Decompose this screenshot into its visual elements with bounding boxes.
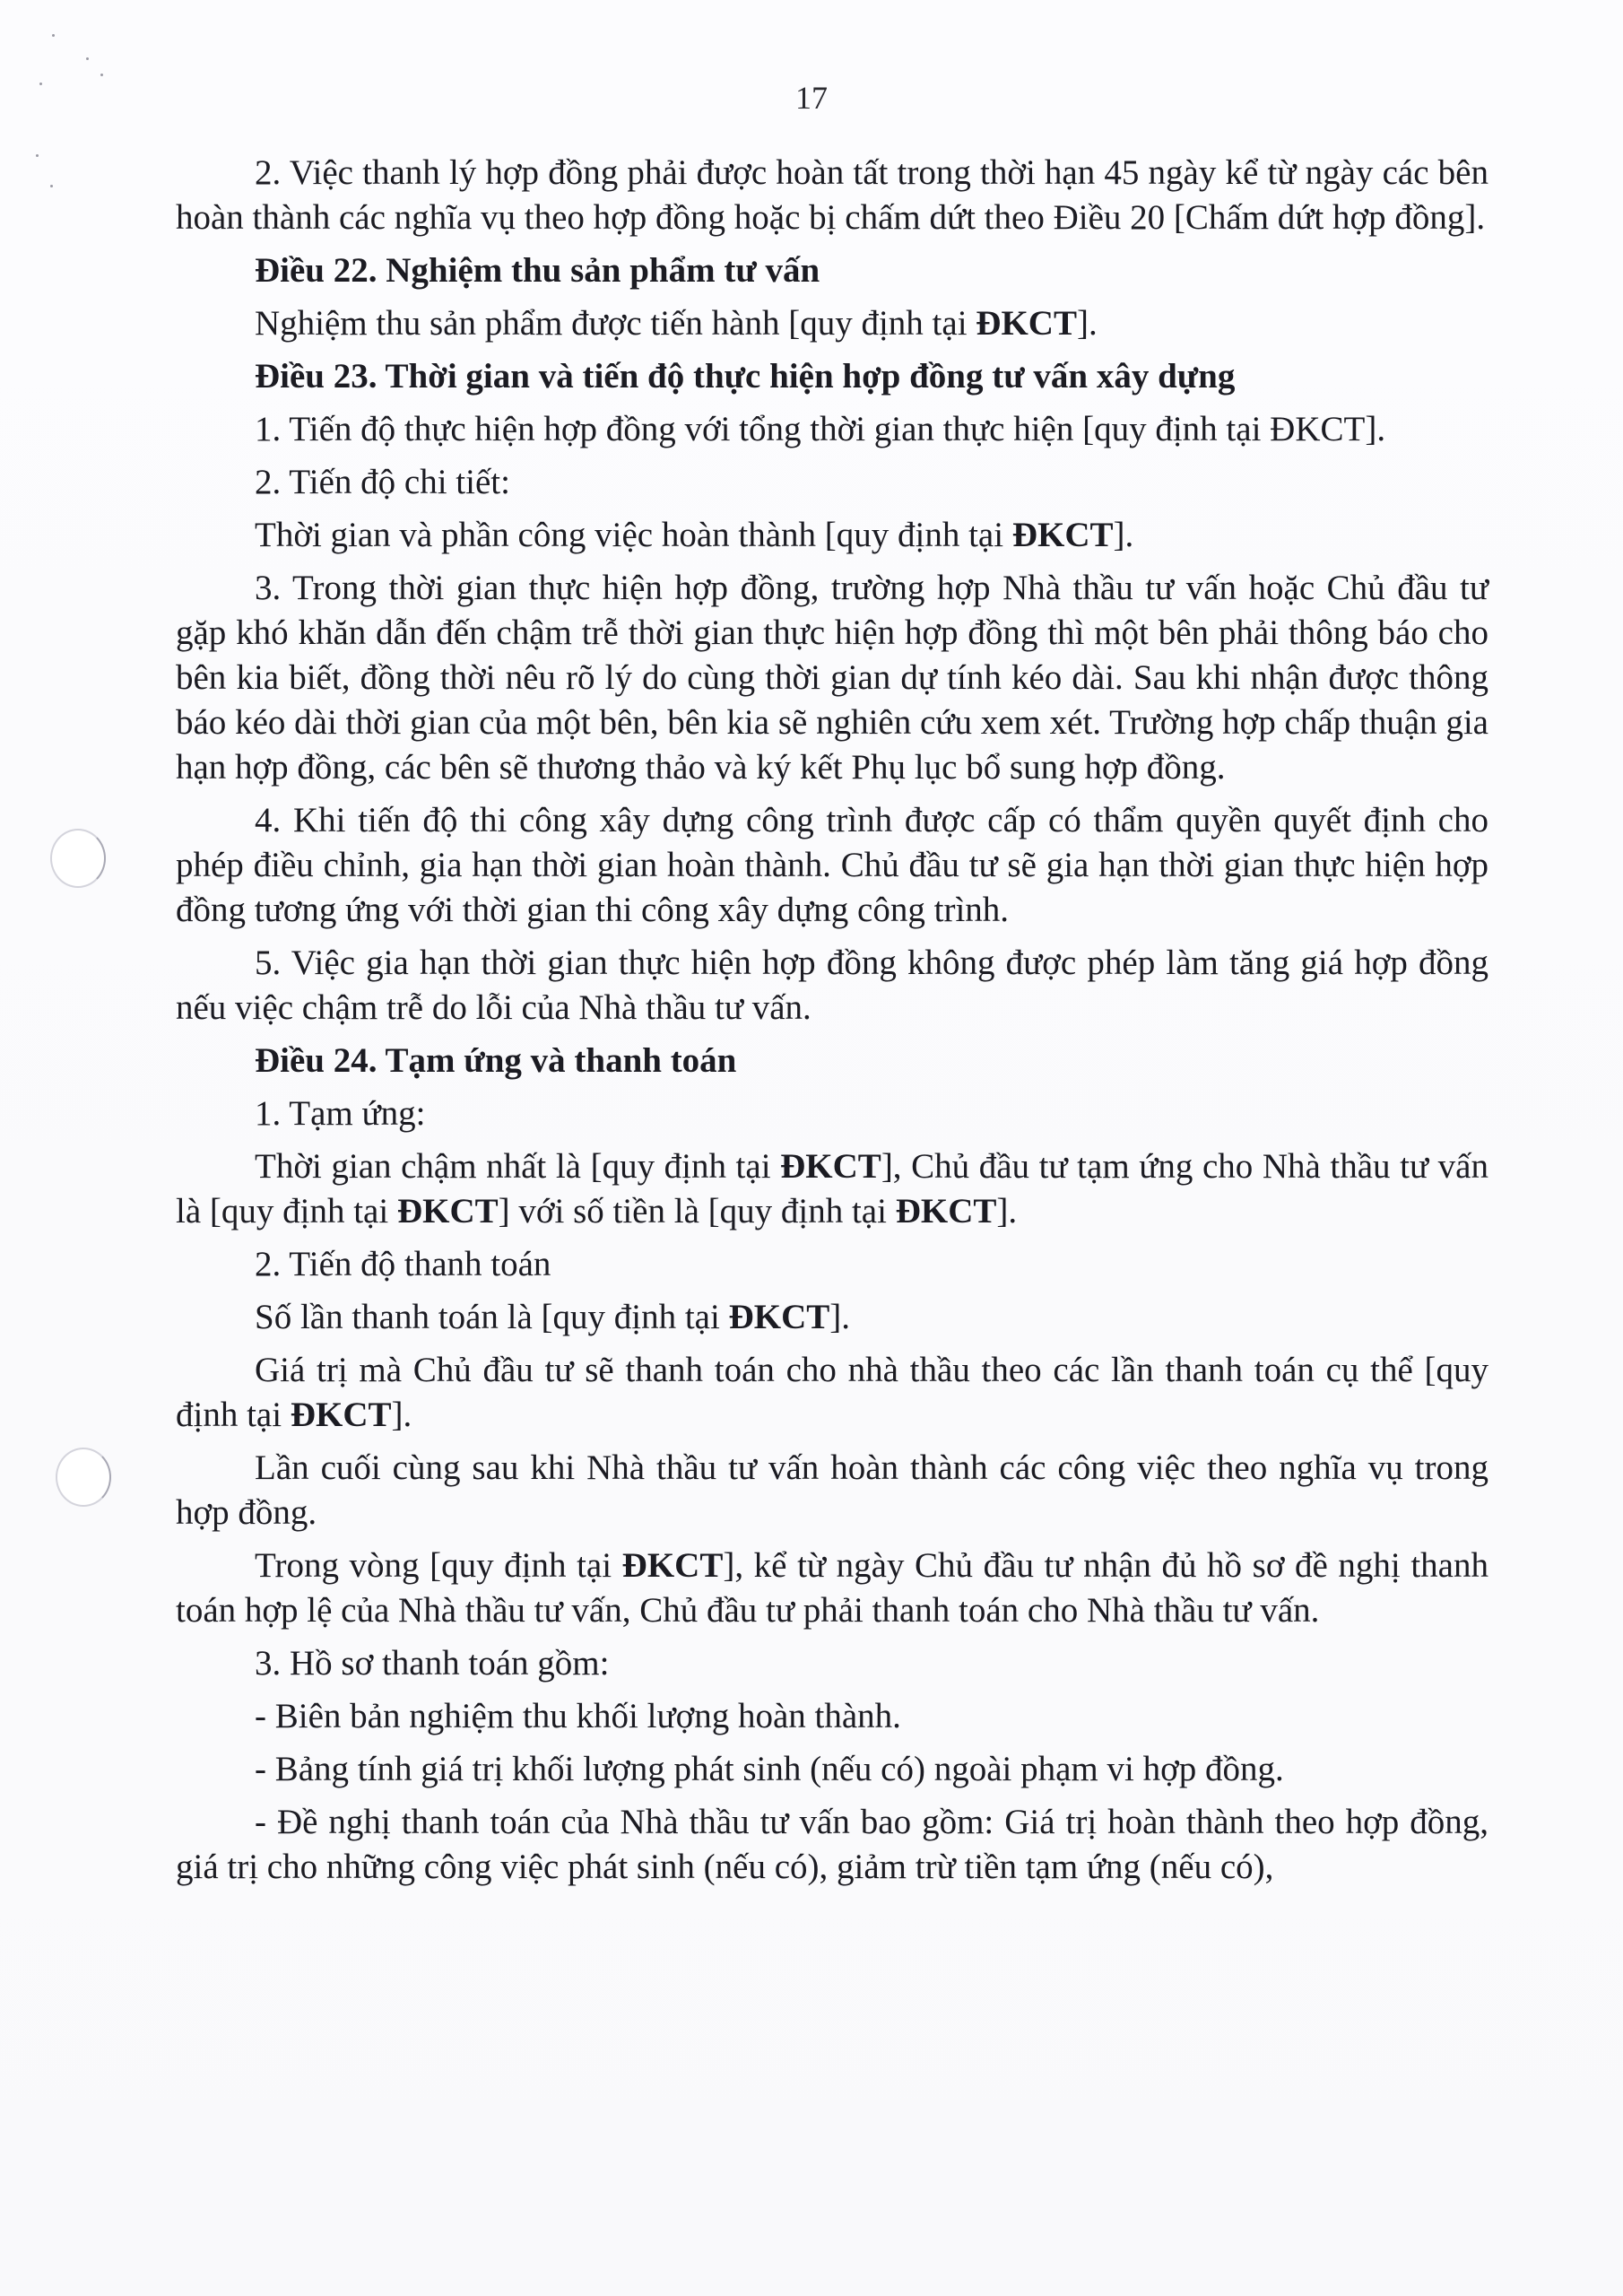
text-run: 3. Trong thời gian thực hiện hợp đồng, trường hợp Nhà thầu tư vấn hoặc Chủ đầu tư gặp khó khăn dẫn đến chậm trễ thời gian thực hiện hợp đồng thì một bên phải thông báo cho bên kia biết, đồng thời nêu rõ lý do cùng thời gian dự tính kéo dài. Sau khi nhận được thông báo kéo dài thời gian của một bên, bên kia sẽ nghiên cứu xem xét. Trường hợp chấp thuận gia hạn hợp đồng, các bên sẽ thương thảo và ký kết Phụ lục bổ sung hợp đồng. <box>176 569 1488 787</box>
text-run: 5. Việc gia hạn thời gian thực hiện hợp đồng không được phép làm tăng giá hợp đồng nếu việc chậm trễ do lỗi của Nhà thầu tư vấn. <box>176 944 1488 1027</box>
clause-paragraph <box>176 1348 1488 1438</box>
text-run: - Biên bản nghiệm thu khối lượng hoàn thành. <box>255 1697 901 1735</box>
clause-paragraph <box>176 566 1488 790</box>
text-run: ], kể từ ngày Chủ đầu tư nhận đủ hồ sơ đề nghị thanh toán hợp lệ của Nhà thầu tư vấn, Chủ đầu tư phải thanh toán cho Nhà thầu tư vấn. <box>176 1546 1488 1630</box>
list-item <box>176 1800 1488 1890</box>
text-run: Lần cuối cùng sau khi Nhà thầu tư vấn hoàn thành các công việc theo nghĩa vụ trong hợp đồng. <box>176 1448 1488 1532</box>
text-run: Điều 24. Tạm ứng và thanh toán <box>255 1041 737 1080</box>
scan-speck <box>50 185 53 187</box>
text-run: 2. Việc thanh lý hợp đồng phải được hoàn tất trong thời hạn 45 ngày kể từ ngày các bên hoàn thành các nghĩa vụ theo hợp đồng hoặc bị chấm dứt theo Điều 20 [Chấm dứt hợp đồng]. <box>176 153 1488 237</box>
text-run: 3. Hồ sơ thanh toán gồm: <box>255 1644 610 1683</box>
text-run-bold: ĐKCT <box>976 304 1077 343</box>
clause-paragraph <box>176 1242 1488 1287</box>
text-run: Điều 23. Thời gian và tiến độ thực hiện hợp đồng tư vấn xây dựng <box>255 357 1236 396</box>
punch-hole-lower <box>56 1448 111 1507</box>
text-run-bold: ĐKCT <box>780 1147 881 1186</box>
text-run: 2. Tiến độ thanh toán <box>255 1245 551 1283</box>
article-heading <box>176 1039 1488 1083</box>
scan-speck <box>36 154 39 157</box>
text-run: Giá trị mà Chủ đầu tư sẽ thanh toán cho nhà thầu theo các lần thanh toán cụ thể [quy định tại <box>176 1351 1488 1434</box>
text-run: Thời gian và phần công việc hoàn thành [quy định tại <box>255 516 1012 554</box>
text-run-bold: ĐKCT <box>290 1396 392 1434</box>
text-run: 1. Tiến độ thực hiện hợp đồng với tổng thời gian thực hiện [quy định tại ĐKCT]. <box>255 410 1386 448</box>
clause-paragraph <box>176 301 1488 346</box>
document-body <box>176 151 1488 1898</box>
text-run: ]. <box>1076 304 1098 343</box>
text-run: - Bảng tính giá trị khối lượng phát sinh (nếu có) ngoài phạm vi hợp đồng. <box>255 1750 1284 1788</box>
text-run: ]. <box>1113 516 1134 554</box>
text-run: Trong vòng [quy định tại <box>255 1546 622 1585</box>
clause-paragraph <box>176 798 1488 933</box>
clause-paragraph <box>176 1446 1488 1535</box>
clause-paragraph <box>176 1641 1488 1686</box>
text-run: Thời gian chậm nhất là [quy định tại <box>255 1147 781 1186</box>
text-run: 2. Tiến độ chi tiết: <box>255 463 510 501</box>
clause-paragraph <box>176 513 1488 558</box>
text-run-bold: ĐKCT <box>1011 516 1114 554</box>
text-run-bold: ĐKCT <box>621 1546 724 1585</box>
list-item <box>176 1747 1488 1792</box>
article-heading <box>176 354 1488 399</box>
text-run: ] với số tiền là [quy định tại <box>498 1192 896 1231</box>
list-item <box>176 1694 1488 1739</box>
clause-paragraph <box>176 1091 1488 1136</box>
page-number: 17 <box>795 80 828 116</box>
text-run: ]. <box>996 1192 1018 1231</box>
text-run: 4. Khi tiến độ thi công xây dựng công trình được cấp có thẩm quyền quyết định cho phép điều chỉnh, gia hạn thời gian hoàn thành. Chủ đầu tư sẽ gia hạn thời gian thực hiện hợp đồng tương ứng với thời gian thi công xây dựng công trình. <box>176 801 1488 929</box>
clause-paragraph <box>176 151 1488 240</box>
text-run-bold: ĐKCT <box>396 1192 499 1231</box>
text-run-bold: ĐKCT <box>895 1192 997 1231</box>
text-run: Điều 22. Nghiệm thu sản phẩm tư vấn <box>255 251 820 290</box>
clause-paragraph <box>176 460 1488 505</box>
clause-paragraph <box>176 1144 1488 1234</box>
scan-speck <box>52 34 55 37</box>
clause-paragraph <box>176 941 1488 1031</box>
text-run-bold: ĐKCT <box>728 1298 830 1336</box>
scan-speck <box>100 74 103 76</box>
text-run: ]. <box>829 1298 851 1336</box>
text-run: 1. Tạm ứng: <box>255 1094 426 1133</box>
scan-speck <box>86 57 89 60</box>
text-run: - Đề nghị thanh toán của Nhà thầu tư vấn bao gồm: Giá trị hoàn thành theo hợp đồng, giá trị cho những công việc phát sinh (nếu có), giảm trừ tiền tạm ứng (nếu có), <box>176 1803 1488 1886</box>
text-run: Nghiệm thu sản phẩm được tiến hành [quy định tại <box>255 304 976 343</box>
clause-paragraph <box>176 1544 1488 1633</box>
text-run: Số lần thanh toán là [quy định tại <box>255 1298 729 1336</box>
clause-paragraph <box>176 407 1488 452</box>
clause-paragraph <box>176 1295 1488 1340</box>
punch-hole-upper <box>50 829 106 888</box>
text-run: ], Chủ đầu tư tạm ứng cho Nhà thầu tư vấn là [quy định tại <box>176 1147 1488 1231</box>
article-heading <box>176 248 1488 293</box>
text-run: ]. <box>391 1396 412 1434</box>
